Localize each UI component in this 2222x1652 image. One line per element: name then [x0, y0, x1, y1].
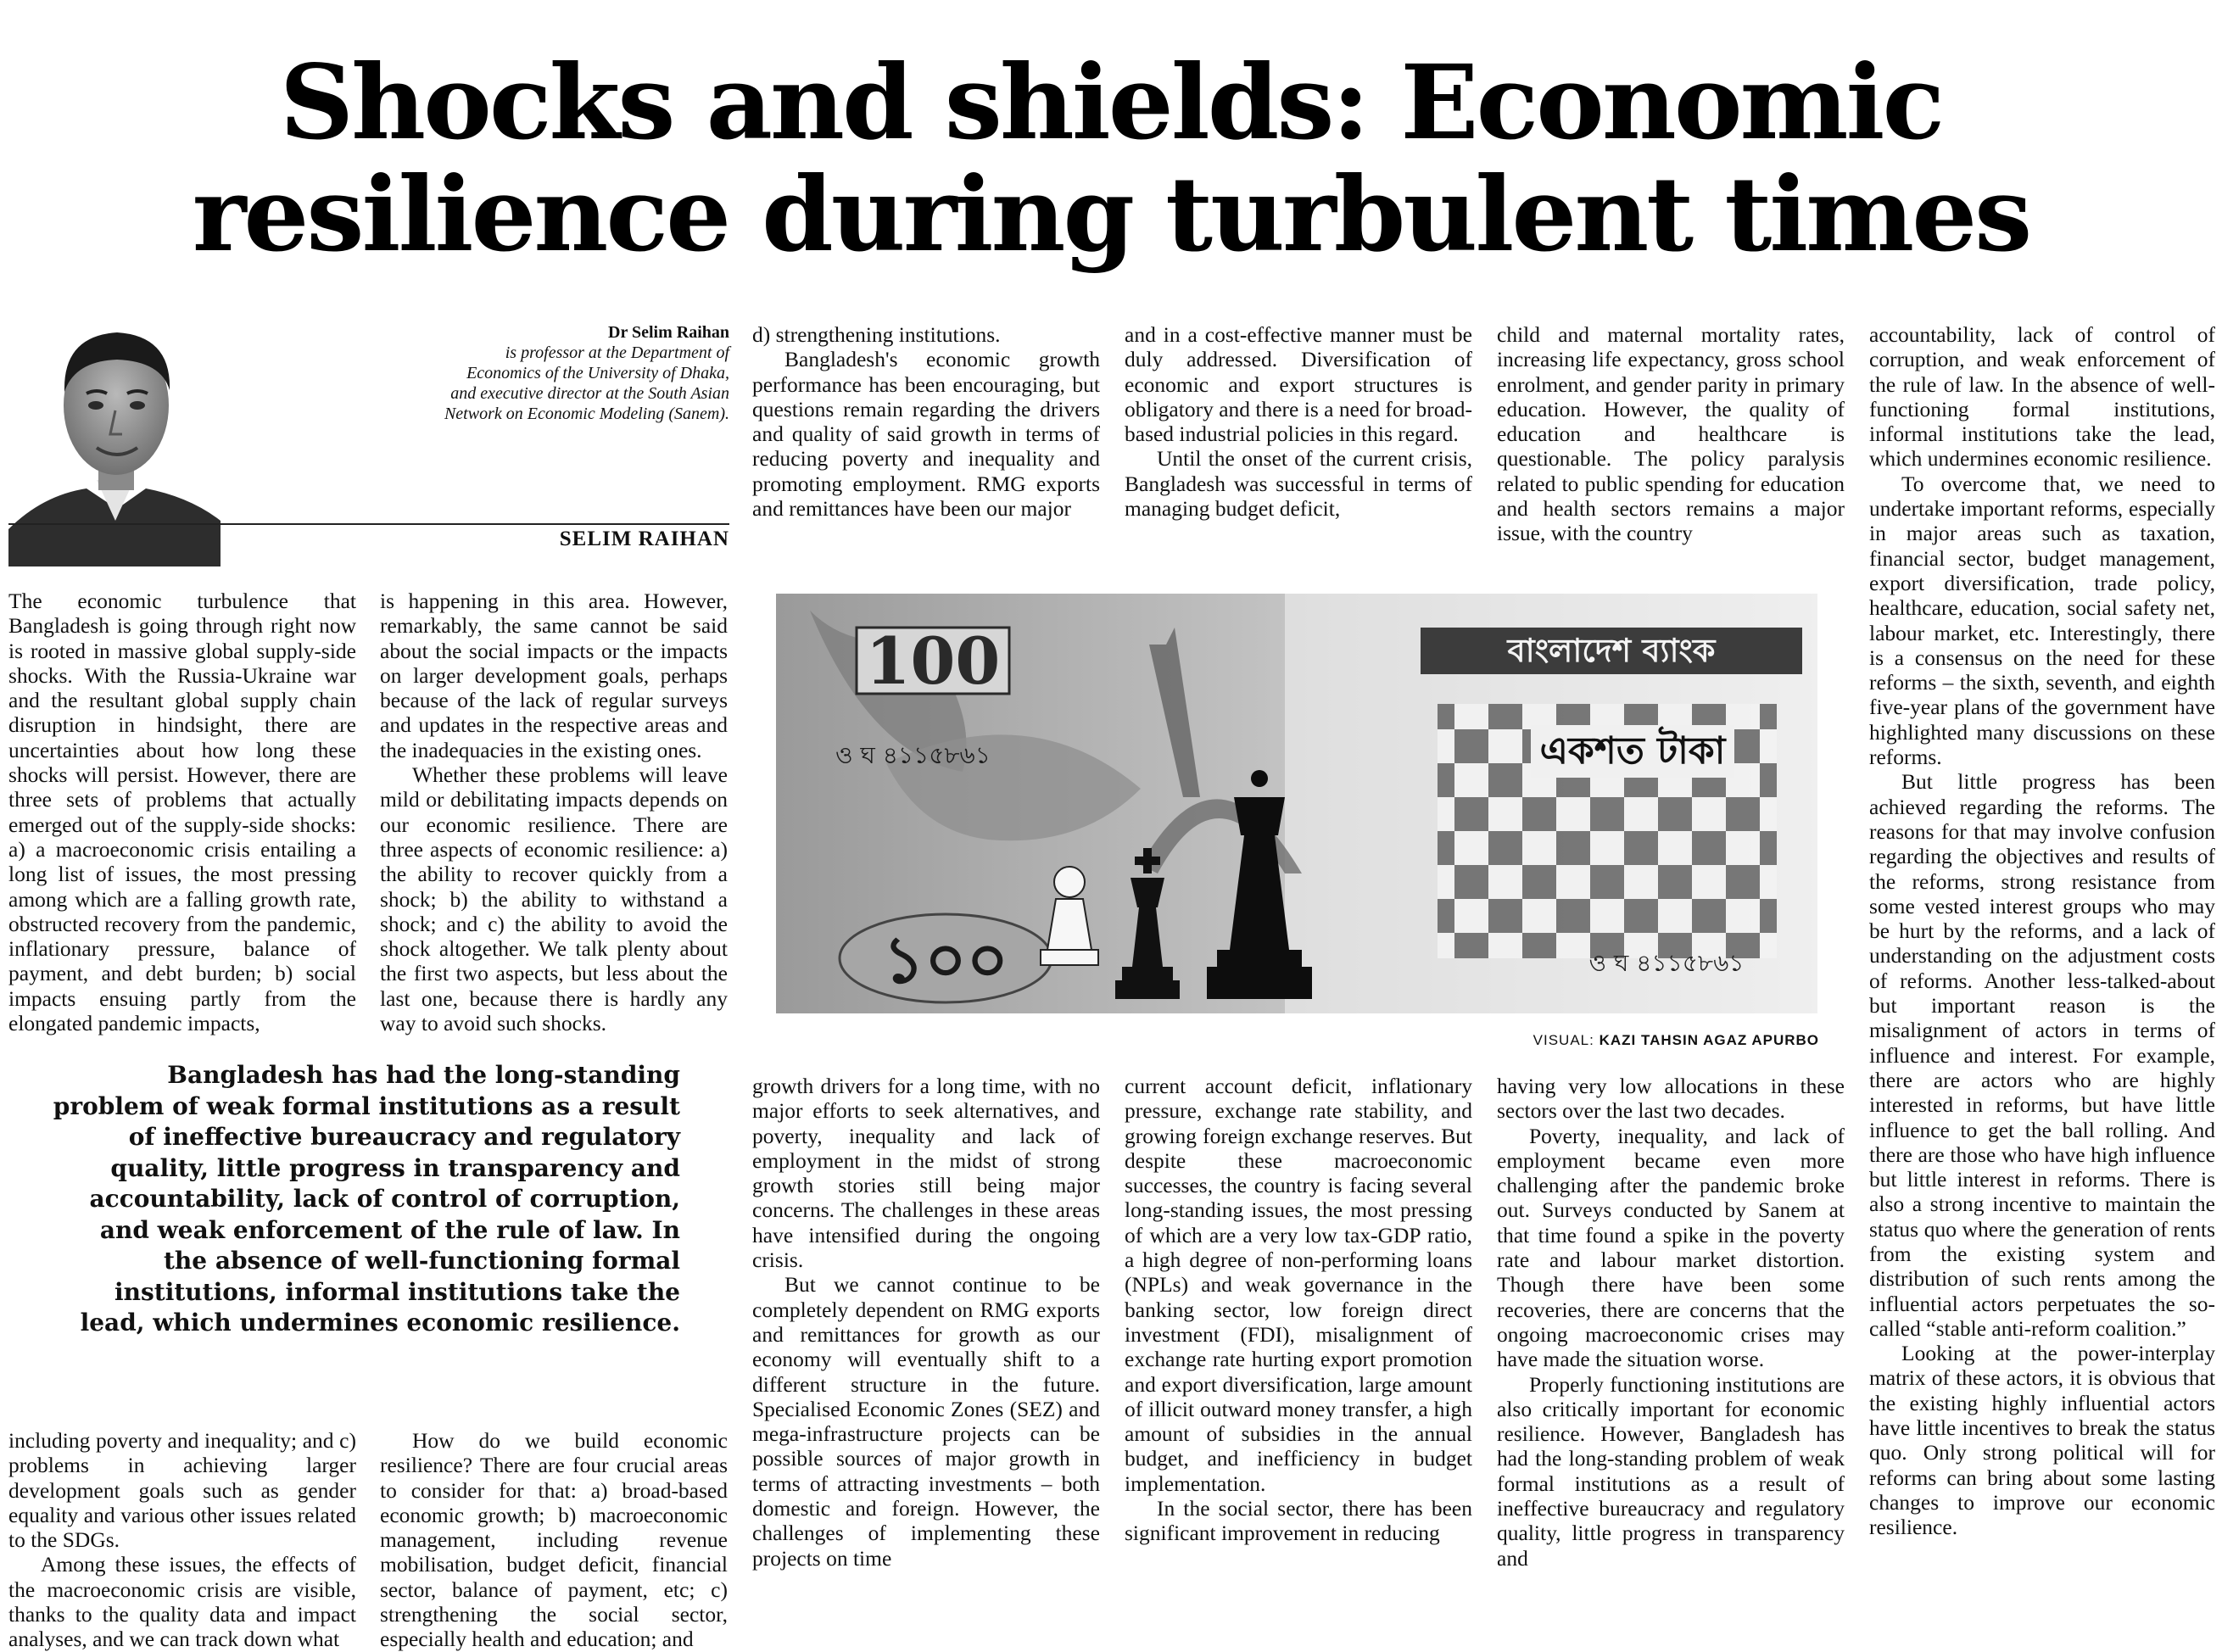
column-1-bottom: [8, 1428, 356, 1652]
column-6: [1869, 322, 2215, 1540]
pull-quote: Bangladesh has had the long-standing problem of weak formal institutions as a result of ineffective bureaucracy and regulatory quality, little progress in transparency and accountability, lack of control of corruption, and weak enforcement of the rule of law. In the absence of well-functioning formal institutions, informal institutions take the lead, which undermines economic resilience.: [53, 1061, 680, 1337]
paragraph: How do we build economic resilience? There are four crucial areas to consider for that: a) broad-based economic growth; b) macroeconomic management, including revenue mobilisation, budget deficit, financial sector, balance of payment, etc; c) strengthening the social sector, especially health and education; and: [380, 1428, 728, 1652]
author-description-line: Network on Economic Modeling (Sanem).: [444, 405, 729, 423]
paragraph: including poverty and inequality; and c) problems in achieving larger development goals such as gender equality and various other issues related to the SDGs.: [8, 1428, 356, 1553]
paragraph: current account deficit, inflationary pressure, exchange rate stability, and growing foreign exchange reserves. But despite these macroeconomic successes, the country is facing several long-standing issues, the most pressing of which are a very low tax-GDP ratio, a high degree of non-performing loans (NPLs) and weak governance in the banking sector, low foreign direct investment (FDI), misalignment of exchange rate hurting export promotion and export diversification, large amount of illicit outward money transfer, a high amount of subsidies in the annual budget, and inefficiency in budget implementation.: [1125, 1074, 1472, 1496]
paragraph: Looking at the power-interplay matrix of these actors, it is obvious that the existing highly influential actors have little incentives to break the status quo. Only strong political will for reforms can bring about some lasting changes to improve our economic resilience.: [1869, 1341, 2215, 1540]
column-2-bottom: [380, 1428, 728, 1652]
paragraph: and in a cost-effective manner must be duly addressed. Diversification of economic and export structures is obligatory and there is a need for broad-based industrial policies in this regard.: [1125, 322, 1472, 447]
paragraph: having very low allocations in these sectors over the last two decades.: [1497, 1074, 1845, 1124]
column-4-bottom: [1125, 1074, 1472, 1546]
column-5-top: [1497, 322, 1845, 546]
column-4-top: [1125, 322, 1472, 521]
paragraph: In the social sector, there has been significant improvement in reducing: [1125, 1496, 1472, 1546]
headline-line-2: resilience during turbulent times: [192, 153, 2030, 275]
column-3-top: [752, 322, 1100, 521]
author-divider: [8, 523, 729, 525]
paragraph: Until the onset of the current crisis, Bangladesh was successful in terms of managing budget deficit,: [1125, 446, 1472, 522]
author-description-line: and executive director at the South Asian: [450, 384, 729, 403]
author-byline: SELIM RAIHAN: [559, 527, 729, 550]
paragraph: Among these issues, the effects of the macroeconomic crisis are visible, thanks to the quality data and impact analyses, and we can track down what: [8, 1552, 356, 1652]
amount-words-text: একশত টাকা: [1539, 729, 1726, 773]
author-description-line: is professor at the Department of: [505, 343, 729, 362]
paragraph: But little progress has been achieved regarding the reforms. The reasons for that may involve confusion regarding the objectives and results of the reforms, strong resistance from some vested interest groups who may be hurt by the reforms, and a lack of understanding on the adjustment costs of reforms. Another less-talked-about but important reason is the misalignment of actors in terms of influence and interest. For example, there are actors who are highly interested in reforms, but have little influence to get the ball rolling. And there are those who have high influence but little interest in reforms. There is also a strong incentive to maintain the status quo where the generation of rents from the existing system and distribution of such rents among the influential actors perpetuates the so-called “stable anti-reform coalition.”: [1869, 769, 2215, 1341]
credit-label: VISUAL:: [1533, 1032, 1594, 1048]
paragraph: accountability, lack of control of corruption, and weak enforcement of the rule of law. In the absence of well-functioning formal institutions, informal institutions take the lead, which undermines economic resilience.: [1869, 322, 2215, 472]
column-1-top: [8, 589, 356, 1035]
paragraph: To overcome that, we need to undertake important reforms, especially in major areas such as taxation, financial sector, budget management, export diversification, trade policy, healthcare, education, social safety net, labour market, etc. Interestingly, there is a consensus on the need for these reforms – the sixth, seventh, and eighth five-year plans of the government have highlighted many discussions on these reforms.: [1869, 471, 2215, 770]
paragraph: Whether these problems will leave mild or debilitating impacts depends on our economic resilience. There are three aspects of economic resilience: a) the ability to recover quickly from a shock; b) the ability to withstand a shock; and c) the ability to avoid the shock altogether. We talk plenty about the first two aspects, but less about the last one, because there is hardly any way to avoid such shocks.: [380, 762, 728, 1036]
banknote-chess-illustration: [776, 594, 1817, 1013]
note-value-big: 100: [865, 623, 1001, 699]
column-2-top: [380, 589, 728, 1035]
note-value-ornate: ১০০: [882, 922, 1009, 997]
author-name: Dr Selim Raihan: [608, 323, 729, 342]
paragraph: d) strengthening institutions.: [752, 322, 1001, 347]
note-serial-right: ও ঘ ৪১১৫৮৬১: [1588, 949, 1745, 977]
note-serial-left: ও ঘ ৪১১৫৮৬১: [835, 741, 991, 769]
author-info: [254, 322, 729, 424]
paragraph: Poverty, inequality, and lack of employment became even more challenging after the pandemic broke out. Surveys conducted by Sanem at that time found a spike in the poverty rate and labour market distortion. Though there have been some recoveries, there are concerns that the ongoing macroeconomic crises may have made the situation worse.: [1497, 1123, 1845, 1372]
paragraph: child and maternal mortality rates, increasing life expectancy, gross school enrolment, and gender parity in primary education. However, the quality of education and healthcare is questionable. The policy paralysis related to public spending for education and health sectors remains a major issue, with the country: [1497, 322, 1845, 546]
paragraph: growth drivers for a long time, with no major efforts to seek alternatives, and poverty, inequality and lack of employment in the midst of strong growth stories still being major concerns. The challenges in these areas have intensified during the ongoing crisis.: [752, 1074, 1100, 1273]
illustration-credit: [1510, 1032, 1819, 1049]
headline-line-1: Shocks and shields: Economic: [279, 42, 1943, 163]
paragraph: is happening in this area. However, remarkably, the same cannot be said about the social impacts or the impacts on larger development goals, perhaps because of the lack of regular surveys and updates in the respective areas and the inadequacies in the existing ones.: [380, 589, 728, 762]
paragraph: The economic turbulence that Bangladesh is going through right now is rooted in massive global supply-side shocks. With the Russia-Ukraine war and the resultant global supply chain disruption in hindsight, there are uncertainties about how long these shocks will persist. However, there are three sets of problems that actually emerged out of the supply-side shocks: a) a macroeconomic crisis entailing a long list of issues, the most pressing among which are a falling growth rate, obstructed recovery from the pandemic, inflationary pressure, balance of payment, and debt burden; b) social impacts ensuing partly from the elongated pandemic impacts,: [8, 589, 356, 1036]
paragraph: Bangladesh's economic growth performance has been encouraging, but questions remain regarding the drivers and quality of said growth in terms of reducing poverty and inequality and promoting employment. RMG exports and remittances have been our major: [752, 347, 1100, 522]
paragraph: Properly functioning institutions are also critically important for economic resilience. However, Bangladesh has had the long-standing problem of weak formal institutions as a result of ineffective bureaucracy and regulatory quality, little progress in transparency and: [1497, 1371, 1845, 1571]
credit-name: KAZI TAHSIN AGAZ APURBO: [1599, 1032, 1819, 1048]
headline: [34, 42, 2188, 275]
column-3-bottom: [752, 1074, 1100, 1571]
bank-name-text: বাংলাদেশ ব্যাংক: [1507, 632, 1716, 669]
paragraph: But we cannot continue to be completely dependent on RMG exports and remittances for growth as our economy will eventually shift to a different structure in the future. Specialised Economic Zones (SEZ) and mega-infrastructure projects can be possible sources of major growth in terms of attracting investments – both domestic and foreign. However, the challenges of implementing these projects on time: [752, 1272, 1100, 1571]
author-photo: [8, 299, 221, 566]
author-description-line: Economics of the University of Dhaka,: [466, 364, 729, 382]
column-5-bottom: [1497, 1074, 1845, 1571]
